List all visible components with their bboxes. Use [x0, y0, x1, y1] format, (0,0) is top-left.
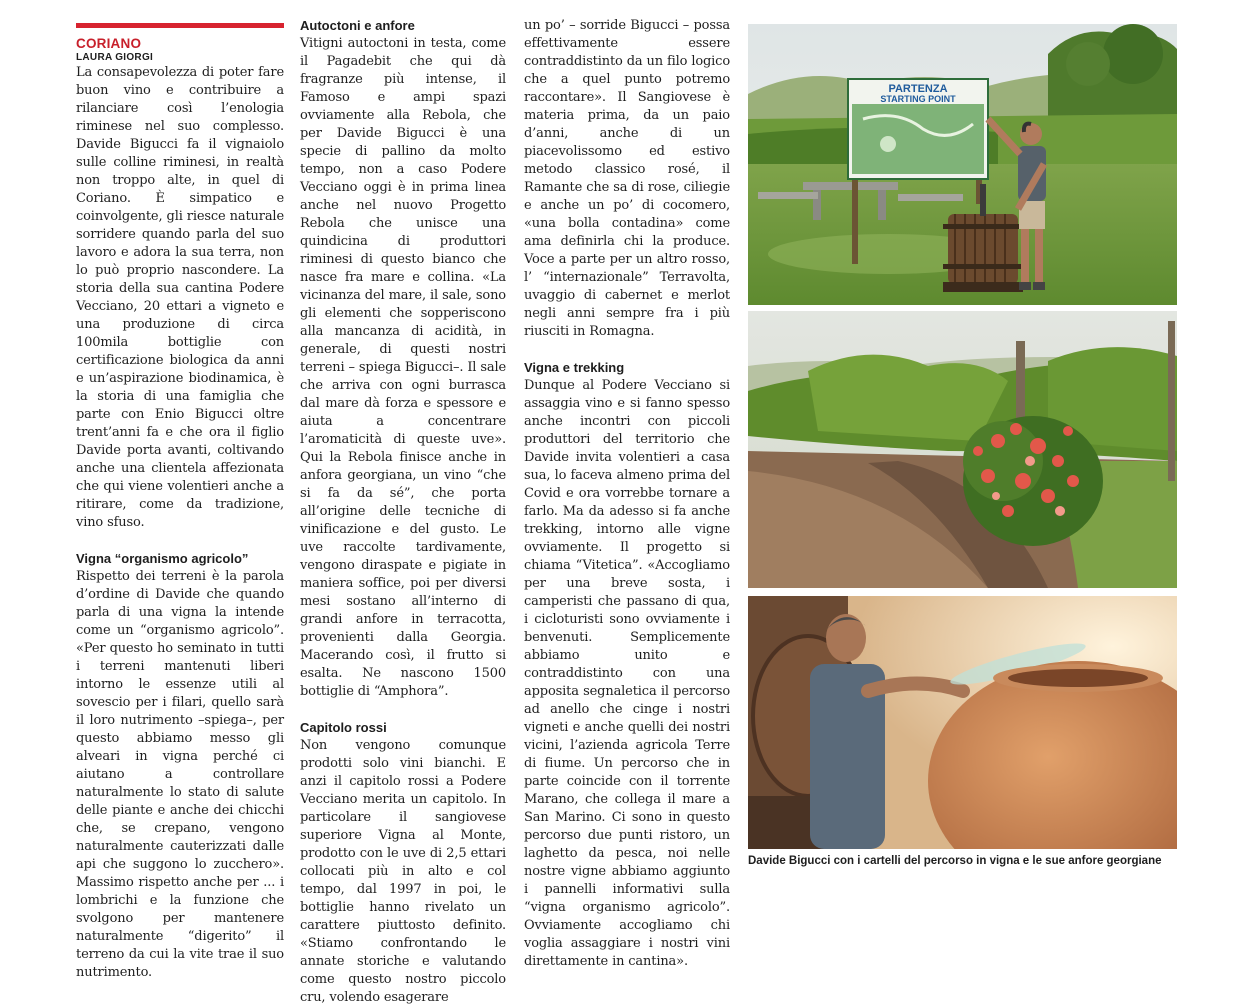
body-paragraph: Dunque al Podere Vecciano si assaggia vino e si fanno spesso anche incontri con piccoli produttori del territorio che Davide invita volentieri a casa sua, lo faceva almeno prima del Covid e ora vorrebbe tornare a farlo. Ma da adesso si fa anche trekking, intorno alle vigne ovviamente. Il progetto si chiama “Vitetica”. «Accogliamo per una breve sosta, i camperisti che passano di qua, i cicloturisti sono ovviamente i benvenuti. Semplicemente abbiamo unito e contraddistinto con una apposita segnaletica il percorso ad anello che cinge i nostri vigneti e anche quelli dei nostri vicini, l’azienda agricola Terre di fiume. Un percorso che in parte coincide con il torrente Marano, che collega il mare a San Marino. Ci sono in questo percorso due punti ristoro, un laghetto da pesca, noi nelle nostre vigne abbiamo aggiunto i pannelli informativi sulla “vigna organismo agricolo”. Ovviamente accogliamo chi voglia assaggiare i nostri vini direttamente in cantina». — [524, 378, 730, 969]
body-paragraph: La consapevolezza di poter fare buon vino e contribuire a rilanciare così l’enologia riminese nel suo complesso. Davide Bigucci fa il vignaiolo sulle colline riminesi, in realtà non troppo alte, in quel di Coriano. È simpatico e coinvolgente, gli riesce naturale sorridere quando parla del suo lavoro e adora la sua terra, non lo può proprio nascondere. La storia della sua cantina Podere Vecciano, 20 ettari a vigneto e una produzione di circa 100mila bottiglie con certificazione biologica da anni e un’aspirazione biodinamica, è la storia di una famiglia che parte con Enio Bigucci oltre trent’anni fa e che ora il figlio Davide porta avanti, coltivando anche una clientela affezionata che qui viene volentieri anche a ritirare, come da tradizione, vino sfuso. — [76, 65, 284, 530]
photo-caption: Davide Bigucci con i cartelli del percorso in vigna e le sue anfore georgiane — [748, 855, 1162, 867]
article-column-1 — [76, 17, 284, 982]
subheading: Autoctoni e anfore — [300, 18, 415, 33]
sign-text-partenza: PARTENZA — [888, 83, 948, 95]
subheading: Vigna e trekking — [524, 360, 625, 375]
body-paragraph: Rispetto dei terreni è la parola d’ordine di Davide che quando parla di una vigna la intende come un “organismo agricolo”. «Per questo ho seminato in tutti i terreni mantenuti liberi intorno le essenze utili al sovescio per i filari, quello sarà il loro nutrimento –spiega–, per questo abbiamo messo gli alveari in vigna perché ci aiutano a controllare naturalmente lo stato di salute delle piante e anche dei chicchi che, se crepano, vengono naturalmente cauterizzati dalle api che suggono lo zucchero». Massimo rispetto anche per ... i lombrichi e la funzione che svolgono per mantenere naturalmente “digerito” il terreno da cui la vite trae il suo nutrimento. — [76, 569, 284, 980]
author-byline: LAURA GIORGI — [76, 52, 154, 63]
photo-starting-point-sign — [748, 24, 1177, 305]
sign-text-starting-point: STARTING POINT — [880, 94, 956, 104]
article-column-3 — [524, 17, 730, 971]
photo-vineyard-roses — [748, 311, 1177, 588]
body-paragraph: Vitigni autoctoni in testa, come il Pagadebit che qui dà fragranze più intense, il Famoso e ampi spazi ovviamente alla Rebola, che per Davide Bigucci è una specie di pallino da molto tempo, non a caso Podere Vecciano oggi è in prima linea anche nel nuovo Progetto Rebola che unisce una quindicina di produttori riminesi di questo bianco che nasce fra mare e collina. «La vicinanza del mare, il sale, sono gli elementi che sopperiscono alla mancanza di acidità, in generale, di questi nostri terreni – spiega Bigucci–. Il sale che arriva con ogni burrasca dal mare dà forza e spessore e aiuta a concentrare l’aromaticità di queste uve». Qui la Rebola finisce anche in anfora georgiana, un vino “che si fa da sé”, che porta all’origine delle tecniche di vinificazione e del gusto. Le uve raccolte tardivamente, vengono diraspate e pigiate in maniera soffice, poi per diversi mesi sostano all’interno di grandi anfore in terracotta, provenienti dalla Georgia. Macerando così, il frutto si esalta. Ne nascono 1500 bottiglie di “Amphora”. — [300, 36, 506, 699]
photo-amphora — [748, 596, 1177, 849]
location-kicker: CORIANO — [76, 36, 142, 51]
subheading: Capitolo rossi — [300, 720, 387, 735]
article-column-2 — [300, 17, 506, 1007]
body-paragraph: un po’ – sorride Bigucci – possa effettivamente essere contraddistinto da un filo logico che a quel punto potremo raccontare». Il Sangiovese è materia prima, da un paio d’anni, anche di un piacevolissomo ed estivo metodo classico rosé, il Ramante che sa di rose, ciliegie e anche un po’ di cocomero, «una bolla contadina» come ama definirla chi la produce. Voce a parte per un altro rosso, l’ “internazionale” Terravolta, uvaggio di cabernet e merlot negli anni sempre fra i più riusciti in Romagna. — [524, 18, 730, 339]
section-accent-bar — [76, 23, 284, 28]
body-paragraph: Non vengono comunque prodotti solo vini bianchi. E anzi il capitolo rossi a Podere Vecciano merita un capitolo. In particolare il sangiovese superiore Vigna al Monte, prodotto con le uve di 2,5 ettari collocati più in alto e col tempo, dal 1997 in poi, le bottiglie hanno rivelato un carattere piuttosto definito. «Stiamo confrontando le annate storiche e valutando come questo nostro piccolo cru, volendo esagerare — [300, 738, 506, 1005]
subheading: Vigna “organismo agricolo” — [76, 551, 249, 566]
